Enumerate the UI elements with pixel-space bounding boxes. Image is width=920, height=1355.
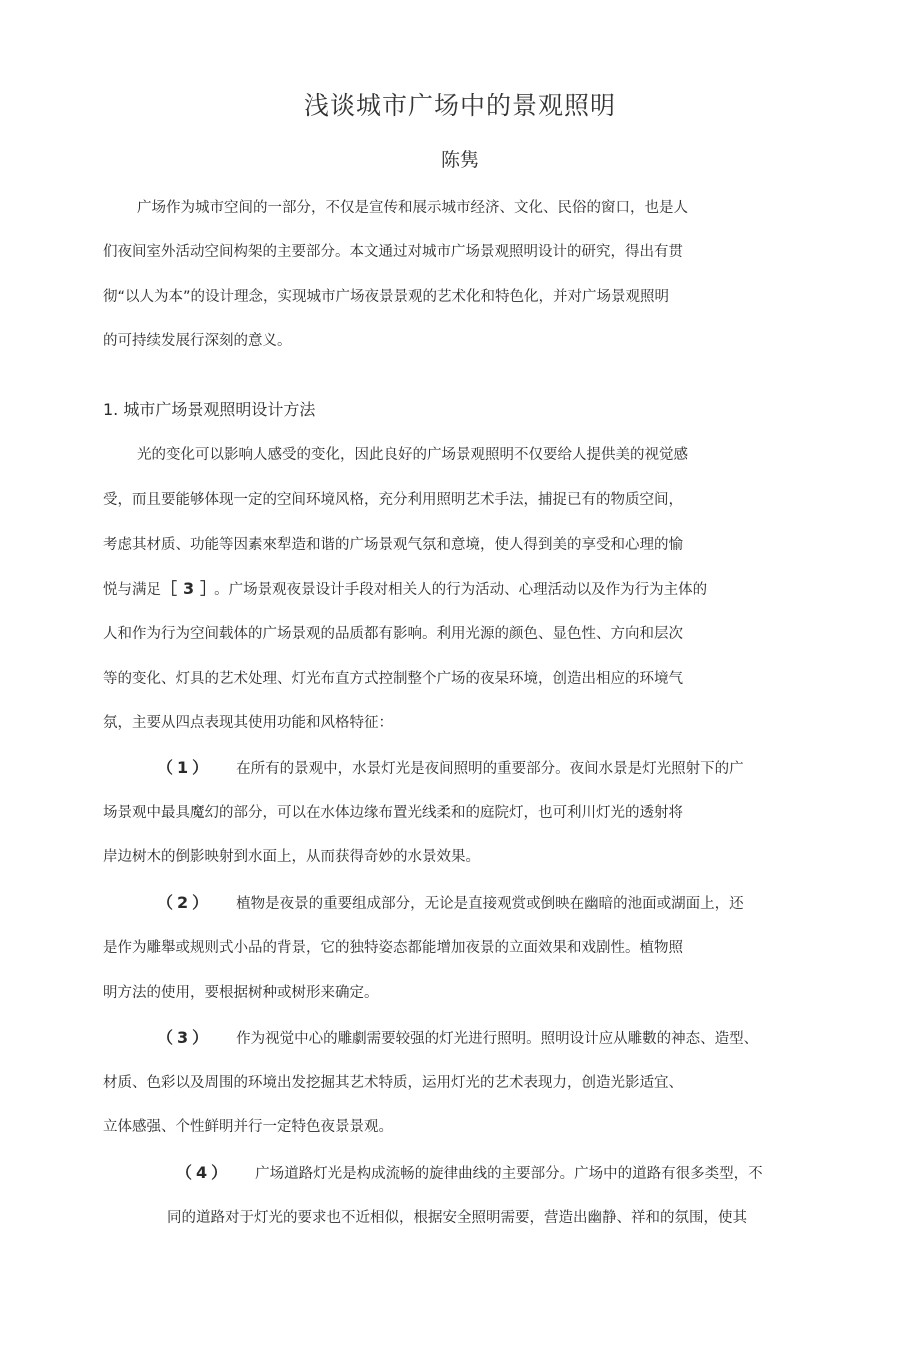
list-item-line: 是作为雕舉或规则式小品的背景，它的独特姿态都能增加夜景的立面效果和戏剧性。植物照	[103, 940, 683, 956]
paragraph-line	[103, 578, 707, 601]
paragraph-text: 。广场景观夜景设计手段对相关人的行为活动、心理活动以及作为行为主体的	[214, 582, 708, 598]
list-item-first-line	[176, 1162, 763, 1185]
list-item-first-line	[157, 757, 744, 780]
list-item-text: 广场道路灯光是构成流畅的旋律曲线的主要部分。广场中的道路有很多类型，不	[255, 1166, 763, 1182]
list-item-line: 材质、色彩以及周围的环境出发挖掘其艺术特质，运用灯光的艺术表现力，创造光影适宜、	[103, 1075, 683, 1091]
page-title: 浅谈城市广场中的景观照明	[303, 91, 616, 120]
paragraph-line: 受，而且要能够体现一定的空间环境风格，充分利用照明艺术手法，捕捉已有的物质空间，	[103, 492, 683, 508]
list-item-line: 场景观中最具魔幻的部分，可以在水体边缘布置光线柔和的庭院灯，也可利川灯光的透射将	[103, 805, 683, 821]
list-item-text: 植物是夜景的重要组成部分，无论是直接观赏或倒映在幽暗的池面或湖面上，还	[236, 896, 744, 912]
paragraph-text: 悦与满足	[103, 582, 161, 598]
list-item-number: （2）	[157, 893, 213, 912]
paragraph-line: 光的变化可以影响人感受的变化，因此良好的广场景观照明不仅要给人提供美的视觉感	[137, 447, 688, 463]
paragraph-line: 等的变化、灯具的艺术处理、灯光布直方式控制整个广场的夜杲环境，创造出相应的环境气	[103, 671, 683, 687]
list-item-number: （1）	[157, 758, 213, 777]
abstract-line: 彻“以人为本”的设计理念，实现城市广场夜景景观的艺术化和特色化，并对广场景观照明	[103, 289, 670, 305]
abstract-line: 的可持续发展行深刻的意义。	[103, 333, 292, 349]
paragraph-line: 考虑其材质、功能等因素來犁造和谐的广场景观气氛和意境，使人得到美的享受和心理的愉	[103, 537, 683, 553]
section-heading: 1. 城市广场景观照明设计方法	[103, 400, 316, 419]
list-item-first-line	[157, 1027, 758, 1050]
paragraph-line: 氛，主要从四点表现其使用功能和风格特征：	[103, 715, 393, 731]
list-item-text: 作为视觉中心的雕劇需要较强的灯光进行照明。照明设计应从雕數的神态、造型、	[236, 1031, 759, 1047]
paragraph-line: 人和作为行为空间载体的广场景观的品质都有影响。利用光源的颜色、显色性、方向和层次	[103, 626, 683, 642]
list-item-first-line	[157, 892, 744, 915]
abstract-line: 们夜间室外活动空间构架的主要部分。本文通过对城市广场景观照明设计的研究，得出有贯	[103, 244, 683, 260]
list-item-line: 明方法的使用，要根据树种或树形来确定。	[103, 985, 379, 1001]
list-item-text: 在所有的景观中，水景灯光是夜间照明的重要部分。夜间水景是灯光照射下的广	[236, 761, 744, 777]
abstract-line: 广场作为城市空间的一部分，不仅是宣传和展示城市经济、文化、民俗的窗口，也是人	[137, 200, 688, 216]
list-item-line: 同的道路对于灯光的要求也不近相似，根据安全照明需要，营造出幽静、祥和的氛围，使其	[167, 1210, 747, 1226]
author-name: 陈隽	[440, 149, 479, 171]
list-item-line: 岸边树木的倒影映射到水面上，从而获得奇妙的水景效果。	[103, 849, 480, 865]
list-item-number: （4）	[176, 1163, 232, 1182]
list-item-line: 立体感强、个性鲜明并行一定特色夜景景观。	[103, 1119, 393, 1135]
citation-reference: ［3］	[161, 579, 215, 598]
list-item-number: （3）	[157, 1028, 213, 1047]
